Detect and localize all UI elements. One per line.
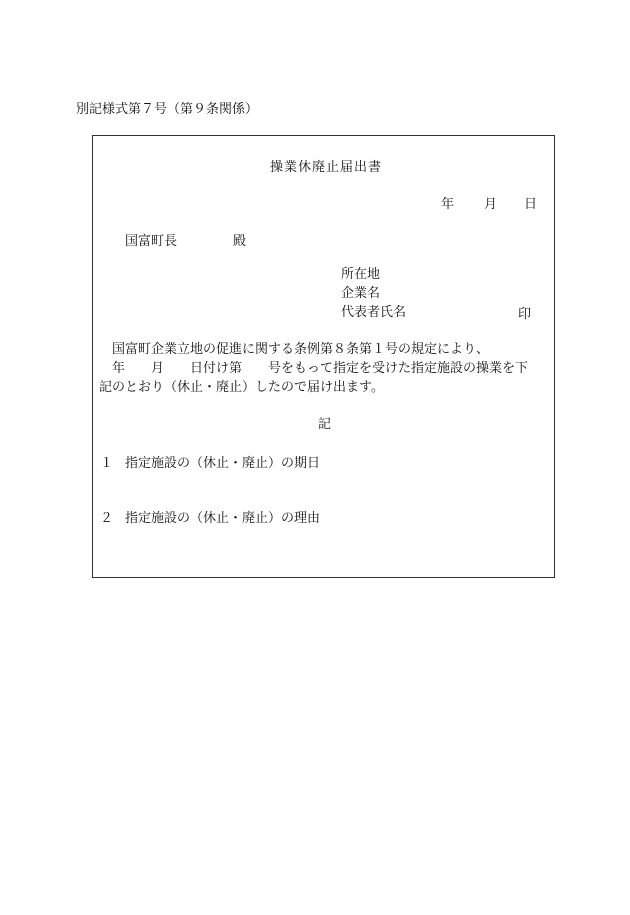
addressee: 国富町長 (125, 234, 178, 249)
company-label: 企業名 (341, 286, 381, 301)
body-paragraph (99, 340, 551, 397)
document-title: 操業休廃止届出書 (270, 160, 383, 175)
body-line: 記のとおり（休止・廃止）したので届け出ます。 (99, 380, 384, 395)
item-text: 指定施設の（休止・廃止）の期日 (125, 456, 321, 471)
item-1 (100, 452, 320, 471)
date-day-label: 日 (524, 197, 538, 212)
honorific: 殿 (233, 234, 247, 249)
date-year-label: 年 (441, 197, 455, 212)
body-line: 国富町企業立地の促進に関する条例第８条第１号の規定により、 (99, 342, 490, 357)
body-line: 年 月 日付け第 号をもって指定を受けた指定施設の操業を下 (99, 361, 529, 376)
representative-label: 代表者氏名 (341, 305, 407, 320)
date-month-label: 月 (484, 197, 498, 212)
item-text: 指定施設の（休止・廃止）の理由 (125, 511, 321, 526)
item-number: ２ (100, 511, 114, 526)
seal-mark: 印 (518, 307, 532, 322)
location-label: 所在地 (341, 267, 381, 282)
item-number: １ (100, 456, 114, 471)
applicant-block (341, 265, 406, 322)
item-2 (100, 507, 320, 526)
form-number: 別記様式第７号（第９条関係） (76, 102, 259, 117)
ki-heading: 記 (318, 417, 332, 432)
